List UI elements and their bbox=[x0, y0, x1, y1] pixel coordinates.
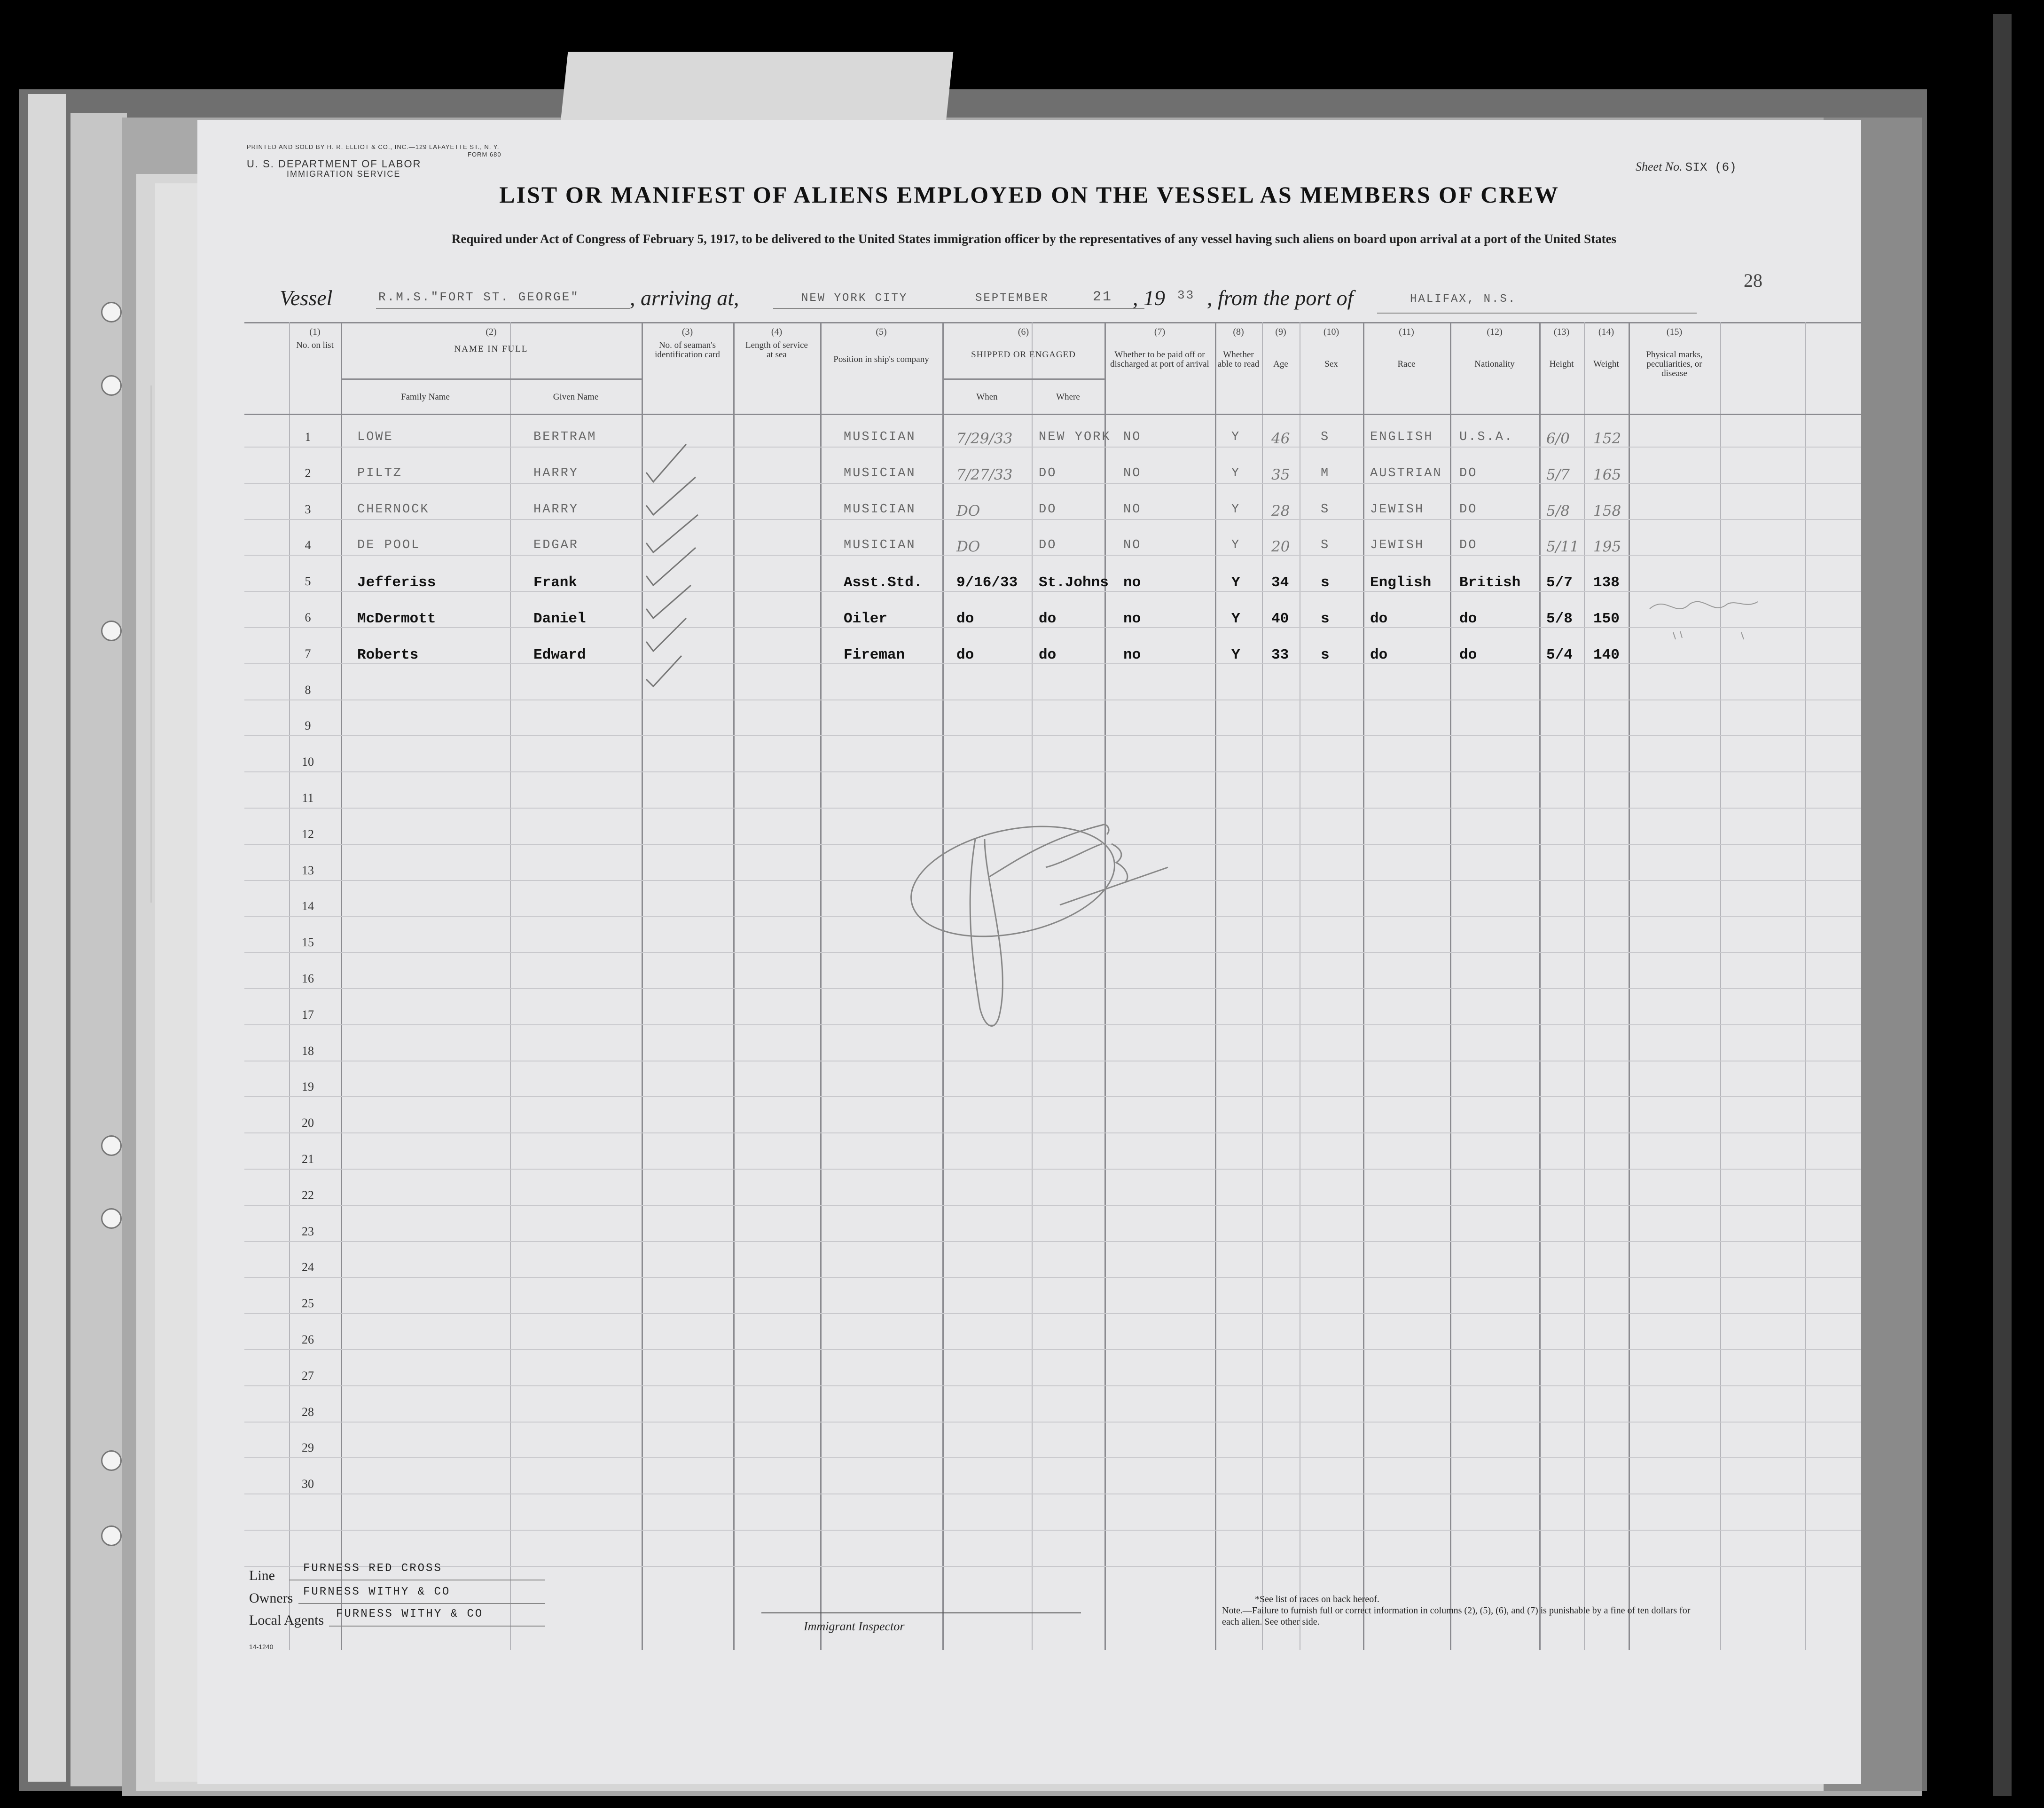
line-value: FURNESS RED CROSS bbox=[303, 1562, 442, 1575]
race-cell: AUSTRIAN bbox=[1370, 466, 1442, 480]
row-number: 16 bbox=[302, 972, 314, 985]
line-label: Line bbox=[249, 1568, 275, 1583]
col10-number: (10) bbox=[1323, 327, 1339, 337]
weight-cell: 150 bbox=[1593, 611, 1620, 627]
row-number: 27 bbox=[302, 1368, 314, 1383]
sex-cell: S bbox=[1321, 502, 1330, 517]
column-rule bbox=[1450, 322, 1451, 1650]
paid-off-cell: NO bbox=[1123, 430, 1142, 444]
race-cell: do bbox=[1370, 646, 1388, 663]
family-name-cell: Jefferiss bbox=[357, 574, 436, 591]
folded-page-flap bbox=[560, 52, 954, 127]
shipped-when-cell: DO bbox=[956, 502, 980, 519]
row-rule bbox=[244, 1132, 1861, 1133]
shipped-where-cell: DO bbox=[1039, 466, 1057, 480]
col8-heading: Whether able to read bbox=[1217, 350, 1260, 369]
departure-port: HALIFAX, N.S. bbox=[1410, 293, 1517, 306]
row-number: 20 bbox=[302, 1116, 314, 1130]
sheet-number-label: Sheet No. bbox=[1636, 160, 1683, 173]
given-name-cell: Daniel bbox=[533, 611, 586, 627]
col10-heading: Sex bbox=[1324, 359, 1338, 369]
row-number: 13 bbox=[302, 863, 314, 877]
row-number: 6 bbox=[305, 611, 311, 624]
col4-heading: Length of service at sea bbox=[745, 340, 808, 360]
shipped-when-cell: do bbox=[956, 611, 974, 627]
age-cell: 40 bbox=[1271, 611, 1289, 627]
footnote bbox=[1222, 1594, 1692, 1627]
column-rule bbox=[642, 322, 643, 1650]
family-name-heading: Family Name bbox=[401, 392, 450, 402]
given-name-cell: HARRY bbox=[533, 466, 579, 480]
row-number: 5 bbox=[305, 574, 311, 589]
paid-off-cell: NO bbox=[1123, 538, 1142, 553]
underlying-page-text bbox=[150, 385, 194, 903]
sheet-number-value: SIX (6) bbox=[1685, 160, 1737, 174]
form-code: 14-1240 bbox=[249, 1643, 274, 1651]
shipped-where-cell: St.Johns bbox=[1039, 574, 1109, 591]
sex-cell: s bbox=[1321, 611, 1330, 627]
position-cell: Asst.Std. bbox=[844, 574, 923, 591]
inspector-signature-line bbox=[761, 1612, 1081, 1613]
binder-edge bbox=[1993, 14, 2012, 1796]
year-prefix: , 19 bbox=[1133, 286, 1165, 310]
sex-cell: S bbox=[1321, 538, 1330, 553]
column-rule bbox=[1363, 322, 1364, 1650]
form-number: FORM 680 bbox=[468, 151, 501, 158]
paid-off-cell: no bbox=[1123, 646, 1141, 663]
row-rule bbox=[244, 1096, 1861, 1097]
column-rule bbox=[1584, 322, 1585, 1650]
race-cell: JEWISH bbox=[1370, 502, 1425, 517]
sex-cell: s bbox=[1321, 646, 1330, 663]
weight-cell: 152 bbox=[1593, 430, 1621, 447]
able-to-read-cell: Y bbox=[1231, 611, 1240, 627]
arriving-label: , arriving at, bbox=[630, 286, 739, 310]
row-number: 29 bbox=[302, 1441, 314, 1455]
row-number: 24 bbox=[302, 1260, 314, 1274]
shipped-when-cell: 9/16/33 bbox=[956, 574, 1018, 591]
column-rule bbox=[1629, 322, 1630, 1650]
col6-number: (6) bbox=[1018, 327, 1029, 337]
date-underline bbox=[956, 308, 1144, 309]
col13-heading: Height bbox=[1549, 359, 1574, 369]
family-name-cell: McDermott bbox=[357, 611, 436, 627]
column-rule bbox=[820, 322, 822, 1650]
page-number: 28 bbox=[1744, 270, 1762, 291]
sex-cell: S bbox=[1321, 430, 1330, 444]
shipped-when-cell: do bbox=[956, 646, 974, 663]
column-rule bbox=[510, 322, 511, 1650]
col14-number: (14) bbox=[1598, 327, 1614, 337]
col9-heading: Age bbox=[1273, 359, 1288, 369]
family-name-cell: LOWE bbox=[357, 430, 393, 444]
column-rule bbox=[341, 322, 342, 1650]
checkmarks bbox=[644, 416, 738, 726]
punch-hole bbox=[101, 1450, 122, 1471]
arrival-day: 21 bbox=[1093, 289, 1113, 305]
inspector-signature-stamp bbox=[905, 811, 1196, 1055]
shipped-when-heading: When bbox=[976, 392, 998, 402]
given-name-heading: Given Name bbox=[553, 392, 599, 402]
position-cell: Fireman bbox=[844, 646, 905, 663]
row-number: 9 bbox=[305, 719, 311, 733]
owners-label: Owners bbox=[249, 1590, 293, 1606]
departure-underline bbox=[1377, 313, 1697, 314]
row-number: 8 bbox=[305, 683, 311, 697]
races-note: *See list of races on back hereof. bbox=[1255, 1594, 1379, 1604]
row-number: 17 bbox=[302, 1007, 314, 1022]
given-name-cell: Edward bbox=[533, 646, 586, 663]
col11-heading: Race bbox=[1397, 359, 1416, 369]
race-cell: English bbox=[1370, 574, 1432, 591]
col15-number: (15) bbox=[1666, 327, 1683, 337]
age-cell: 35 bbox=[1271, 466, 1290, 483]
paid-off-cell: NO bbox=[1123, 502, 1142, 517]
header-bottom-rule bbox=[244, 414, 1861, 415]
shipped-where-cell: NEW YORK bbox=[1039, 430, 1111, 444]
punch-hole bbox=[101, 375, 122, 396]
owners-underline bbox=[298, 1603, 545, 1604]
height-cell: 5/8 bbox=[1546, 502, 1570, 519]
col2-heading: NAME IN FULL bbox=[454, 344, 528, 354]
height-cell: 5/7 bbox=[1546, 466, 1570, 483]
nationality-cell: do bbox=[1459, 646, 1477, 663]
row-number: 30 bbox=[302, 1477, 314, 1491]
nationality-cell: do bbox=[1459, 611, 1477, 627]
row-number: 19 bbox=[302, 1080, 314, 1094]
row-rule bbox=[244, 1169, 1861, 1170]
height-cell: 5/11 bbox=[1546, 538, 1579, 556]
row-number: 3 bbox=[305, 502, 311, 516]
col14-heading: Weight bbox=[1593, 359, 1619, 369]
from-port-label: , from the port of bbox=[1207, 286, 1354, 310]
able-to-read-cell: Y bbox=[1231, 466, 1241, 480]
owners-value: FURNESS WITHY & CO bbox=[303, 1586, 451, 1598]
shipped-where-cell: do bbox=[1039, 611, 1057, 627]
given-name-cell: EDGAR bbox=[533, 538, 579, 553]
col12-heading: Nationality bbox=[1474, 359, 1515, 369]
position-cell: MUSICIAN bbox=[844, 538, 916, 553]
vessel-name: R.M.S."FORT ST. GEORGE" bbox=[378, 290, 580, 304]
row-rule bbox=[244, 1205, 1861, 1206]
age-cell: 20 bbox=[1271, 538, 1290, 556]
nationality-cell: U.S.A. bbox=[1459, 430, 1514, 444]
row-rule bbox=[244, 1313, 1861, 1314]
nationality-cell: DO bbox=[1459, 502, 1478, 517]
punch-hole bbox=[101, 1135, 122, 1156]
agents-label: Local Agents bbox=[249, 1612, 324, 1628]
row-rule bbox=[244, 627, 1861, 628]
family-name-cell: Roberts bbox=[357, 646, 419, 663]
row-rule bbox=[244, 808, 1861, 809]
column-rule bbox=[1805, 322, 1806, 1650]
col15-heading: Physical marks, peculiarities, or disease bbox=[1646, 350, 1703, 378]
printer-imprint bbox=[247, 143, 501, 178]
table-top-rule bbox=[244, 322, 1861, 323]
height-cell: 5/7 bbox=[1546, 574, 1573, 591]
col5-number: (5) bbox=[876, 327, 887, 337]
column-rule bbox=[1720, 322, 1721, 1650]
row-number: 12 bbox=[302, 827, 314, 841]
punch-hole bbox=[101, 1525, 122, 1546]
age-cell: 33 bbox=[1271, 646, 1289, 663]
age-cell: 28 bbox=[1271, 502, 1290, 519]
race-cell: do bbox=[1370, 611, 1388, 627]
row-number: 21 bbox=[302, 1152, 314, 1166]
family-name-cell: DE POOL bbox=[357, 538, 421, 553]
shipped-when-cell: 7/27/33 bbox=[956, 466, 1013, 483]
year-suffix: 33 bbox=[1177, 288, 1195, 302]
able-to-read-cell: Y bbox=[1231, 430, 1241, 444]
row-number: 25 bbox=[302, 1297, 314, 1311]
col1-heading: No. on list bbox=[296, 340, 334, 350]
service-name: IMMIGRATION SERVICE bbox=[287, 169, 401, 179]
col13-number: (13) bbox=[1553, 327, 1570, 337]
column-rule bbox=[1539, 322, 1541, 1650]
paid-off-cell: NO bbox=[1123, 466, 1142, 480]
agents-underline bbox=[329, 1626, 545, 1627]
sex-cell: s bbox=[1321, 574, 1330, 591]
able-to-read-cell: Y bbox=[1231, 646, 1240, 663]
weight-cell: 165 bbox=[1593, 466, 1621, 483]
age-cell: 46 bbox=[1271, 430, 1290, 447]
family-name-cell: CHERNOCK bbox=[357, 502, 430, 517]
col5-heading: Position in ship's company bbox=[833, 354, 929, 364]
row-number: 2 bbox=[305, 466, 311, 480]
vessel-underline bbox=[376, 308, 630, 309]
row-number: 10 bbox=[302, 755, 314, 769]
shipped-subheader-rule bbox=[942, 378, 1104, 380]
agents-value: FURNESS WITHY & CO bbox=[336, 1608, 484, 1620]
row-number: 22 bbox=[302, 1188, 314, 1202]
shipped-where-cell: DO bbox=[1039, 538, 1057, 553]
able-to-read-cell: Y bbox=[1231, 502, 1241, 517]
able-to-read-cell: Y bbox=[1231, 538, 1241, 553]
col3-number: (3) bbox=[681, 327, 693, 337]
row-number: 11 bbox=[302, 791, 314, 805]
printer-line: PRINTED AND SOLD BY H. R. ELLIOT & CO., INC.—129 LAFAYETTE ST., N. Y. bbox=[247, 143, 500, 150]
shipped-when-cell: 7/29/33 bbox=[956, 430, 1013, 447]
row-rule bbox=[244, 1566, 1861, 1567]
row-number: 26 bbox=[302, 1333, 314, 1346]
arrival-port: NEW YORK CITY bbox=[801, 292, 908, 305]
weight-cell: 138 bbox=[1593, 574, 1620, 591]
crew-table bbox=[244, 322, 1861, 1650]
binder-spine-edge bbox=[28, 94, 66, 1782]
page-title: LIST OR MANIFEST OF ALIENS EMPLOYED ON THE VESSEL AS MEMBERS OF CREW bbox=[499, 181, 1559, 208]
shipped-where-cell: DO bbox=[1039, 502, 1057, 517]
age-cell: 34 bbox=[1271, 574, 1289, 591]
row-rule bbox=[244, 1241, 1861, 1242]
row-rule bbox=[244, 1422, 1861, 1423]
position-cell: MUSICIAN bbox=[844, 430, 916, 444]
col8-number: (8) bbox=[1233, 327, 1244, 337]
col2-number: (2) bbox=[486, 327, 497, 337]
penalty-note: Note.—Failure to furnish full or correct information in columns (2), (5), (6), and (7) is punishable by a fine of ten dollars for each alien. See other side. bbox=[1222, 1605, 1691, 1627]
col12-number: (12) bbox=[1487, 327, 1503, 337]
row-rule bbox=[244, 1530, 1861, 1531]
position-cell: MUSICIAN bbox=[844, 466, 916, 480]
name-subheader-rule bbox=[341, 378, 642, 380]
column-rule bbox=[1215, 322, 1216, 1650]
row-number: 1 bbox=[305, 430, 311, 444]
row-number: 23 bbox=[302, 1224, 314, 1238]
row-rule bbox=[244, 1385, 1861, 1386]
weight-cell: 195 bbox=[1593, 538, 1621, 556]
row-number: 28 bbox=[302, 1405, 314, 1419]
position-cell: Oiler bbox=[844, 611, 888, 627]
punch-hole bbox=[101, 621, 122, 641]
arrival-month: SEPTEMBER bbox=[975, 292, 1049, 305]
height-cell: 5/8 bbox=[1546, 611, 1573, 627]
row-rule bbox=[244, 663, 1861, 664]
row-number: 4 bbox=[305, 538, 311, 552]
given-name-cell: BERTRAM bbox=[533, 430, 597, 444]
col7-heading: Whether to be paid off or discharged at port of arrival bbox=[1110, 350, 1209, 369]
col6-heading: SHIPPED OR ENGAGED bbox=[971, 350, 1076, 360]
row-number: 15 bbox=[302, 935, 314, 950]
col11-number: (11) bbox=[1399, 327, 1414, 337]
family-name-cell: PILTZ bbox=[357, 466, 403, 480]
weight-cell: 140 bbox=[1593, 646, 1620, 663]
vessel-label: Vessel bbox=[280, 286, 333, 310]
col7-number: (7) bbox=[1154, 327, 1166, 337]
row-rule bbox=[244, 1457, 1861, 1458]
able-to-read-cell: Y bbox=[1231, 574, 1240, 591]
paid-off-cell: no bbox=[1123, 611, 1141, 627]
shipped-where-cell: do bbox=[1039, 646, 1057, 663]
row-number: 14 bbox=[302, 899, 314, 913]
position-cell: MUSICIAN bbox=[844, 502, 916, 517]
nationality-cell: British bbox=[1459, 574, 1521, 591]
height-cell: 5/4 bbox=[1546, 646, 1573, 663]
column-rule bbox=[1262, 322, 1263, 1650]
race-cell: JEWISH bbox=[1370, 538, 1425, 553]
department-name: U. S. DEPARTMENT OF LABOR bbox=[247, 158, 422, 170]
race-cell: ENGLISH bbox=[1370, 430, 1433, 444]
col9-number: (9) bbox=[1275, 327, 1286, 337]
punch-hole bbox=[101, 302, 122, 322]
sheet-number bbox=[1636, 160, 1737, 174]
paid-off-cell: no bbox=[1123, 574, 1141, 591]
column-rule bbox=[289, 322, 290, 1650]
manifest-sheet bbox=[197, 120, 1861, 1784]
given-name-cell: Frank bbox=[533, 574, 578, 591]
col4-number: (4) bbox=[771, 327, 783, 337]
nationality-cell: DO bbox=[1459, 538, 1478, 553]
given-name-cell: HARRY bbox=[533, 502, 579, 517]
sex-cell: M bbox=[1321, 466, 1330, 480]
page-subtitle: Required under Act of Congress of February 5, 1917, to be delivered to the United States immigration officer by the representatives of any vessel having such aliens on board upon arrival at a port of the United States bbox=[451, 232, 1617, 246]
row-number: 7 bbox=[305, 646, 311, 660]
handwritten-marks bbox=[1647, 590, 1760, 646]
punch-hole bbox=[101, 1208, 122, 1229]
height-cell: 6/0 bbox=[1546, 430, 1570, 447]
row-rule bbox=[244, 735, 1861, 736]
nationality-cell: DO bbox=[1459, 466, 1478, 480]
shipped-when-cell: DO bbox=[956, 538, 980, 556]
row-rule bbox=[244, 1277, 1861, 1278]
row-rule bbox=[244, 1349, 1861, 1350]
weight-cell: 158 bbox=[1593, 502, 1621, 519]
row-number: 18 bbox=[302, 1044, 314, 1058]
shipped-where-heading: Where bbox=[1056, 392, 1080, 402]
col1-number: (1) bbox=[309, 327, 321, 337]
col3-heading: No. of seaman's identification card bbox=[655, 340, 720, 360]
row-rule bbox=[244, 771, 1861, 772]
inspector-label: Immigrant Inspector bbox=[804, 1619, 905, 1633]
row-rule bbox=[244, 591, 1861, 592]
